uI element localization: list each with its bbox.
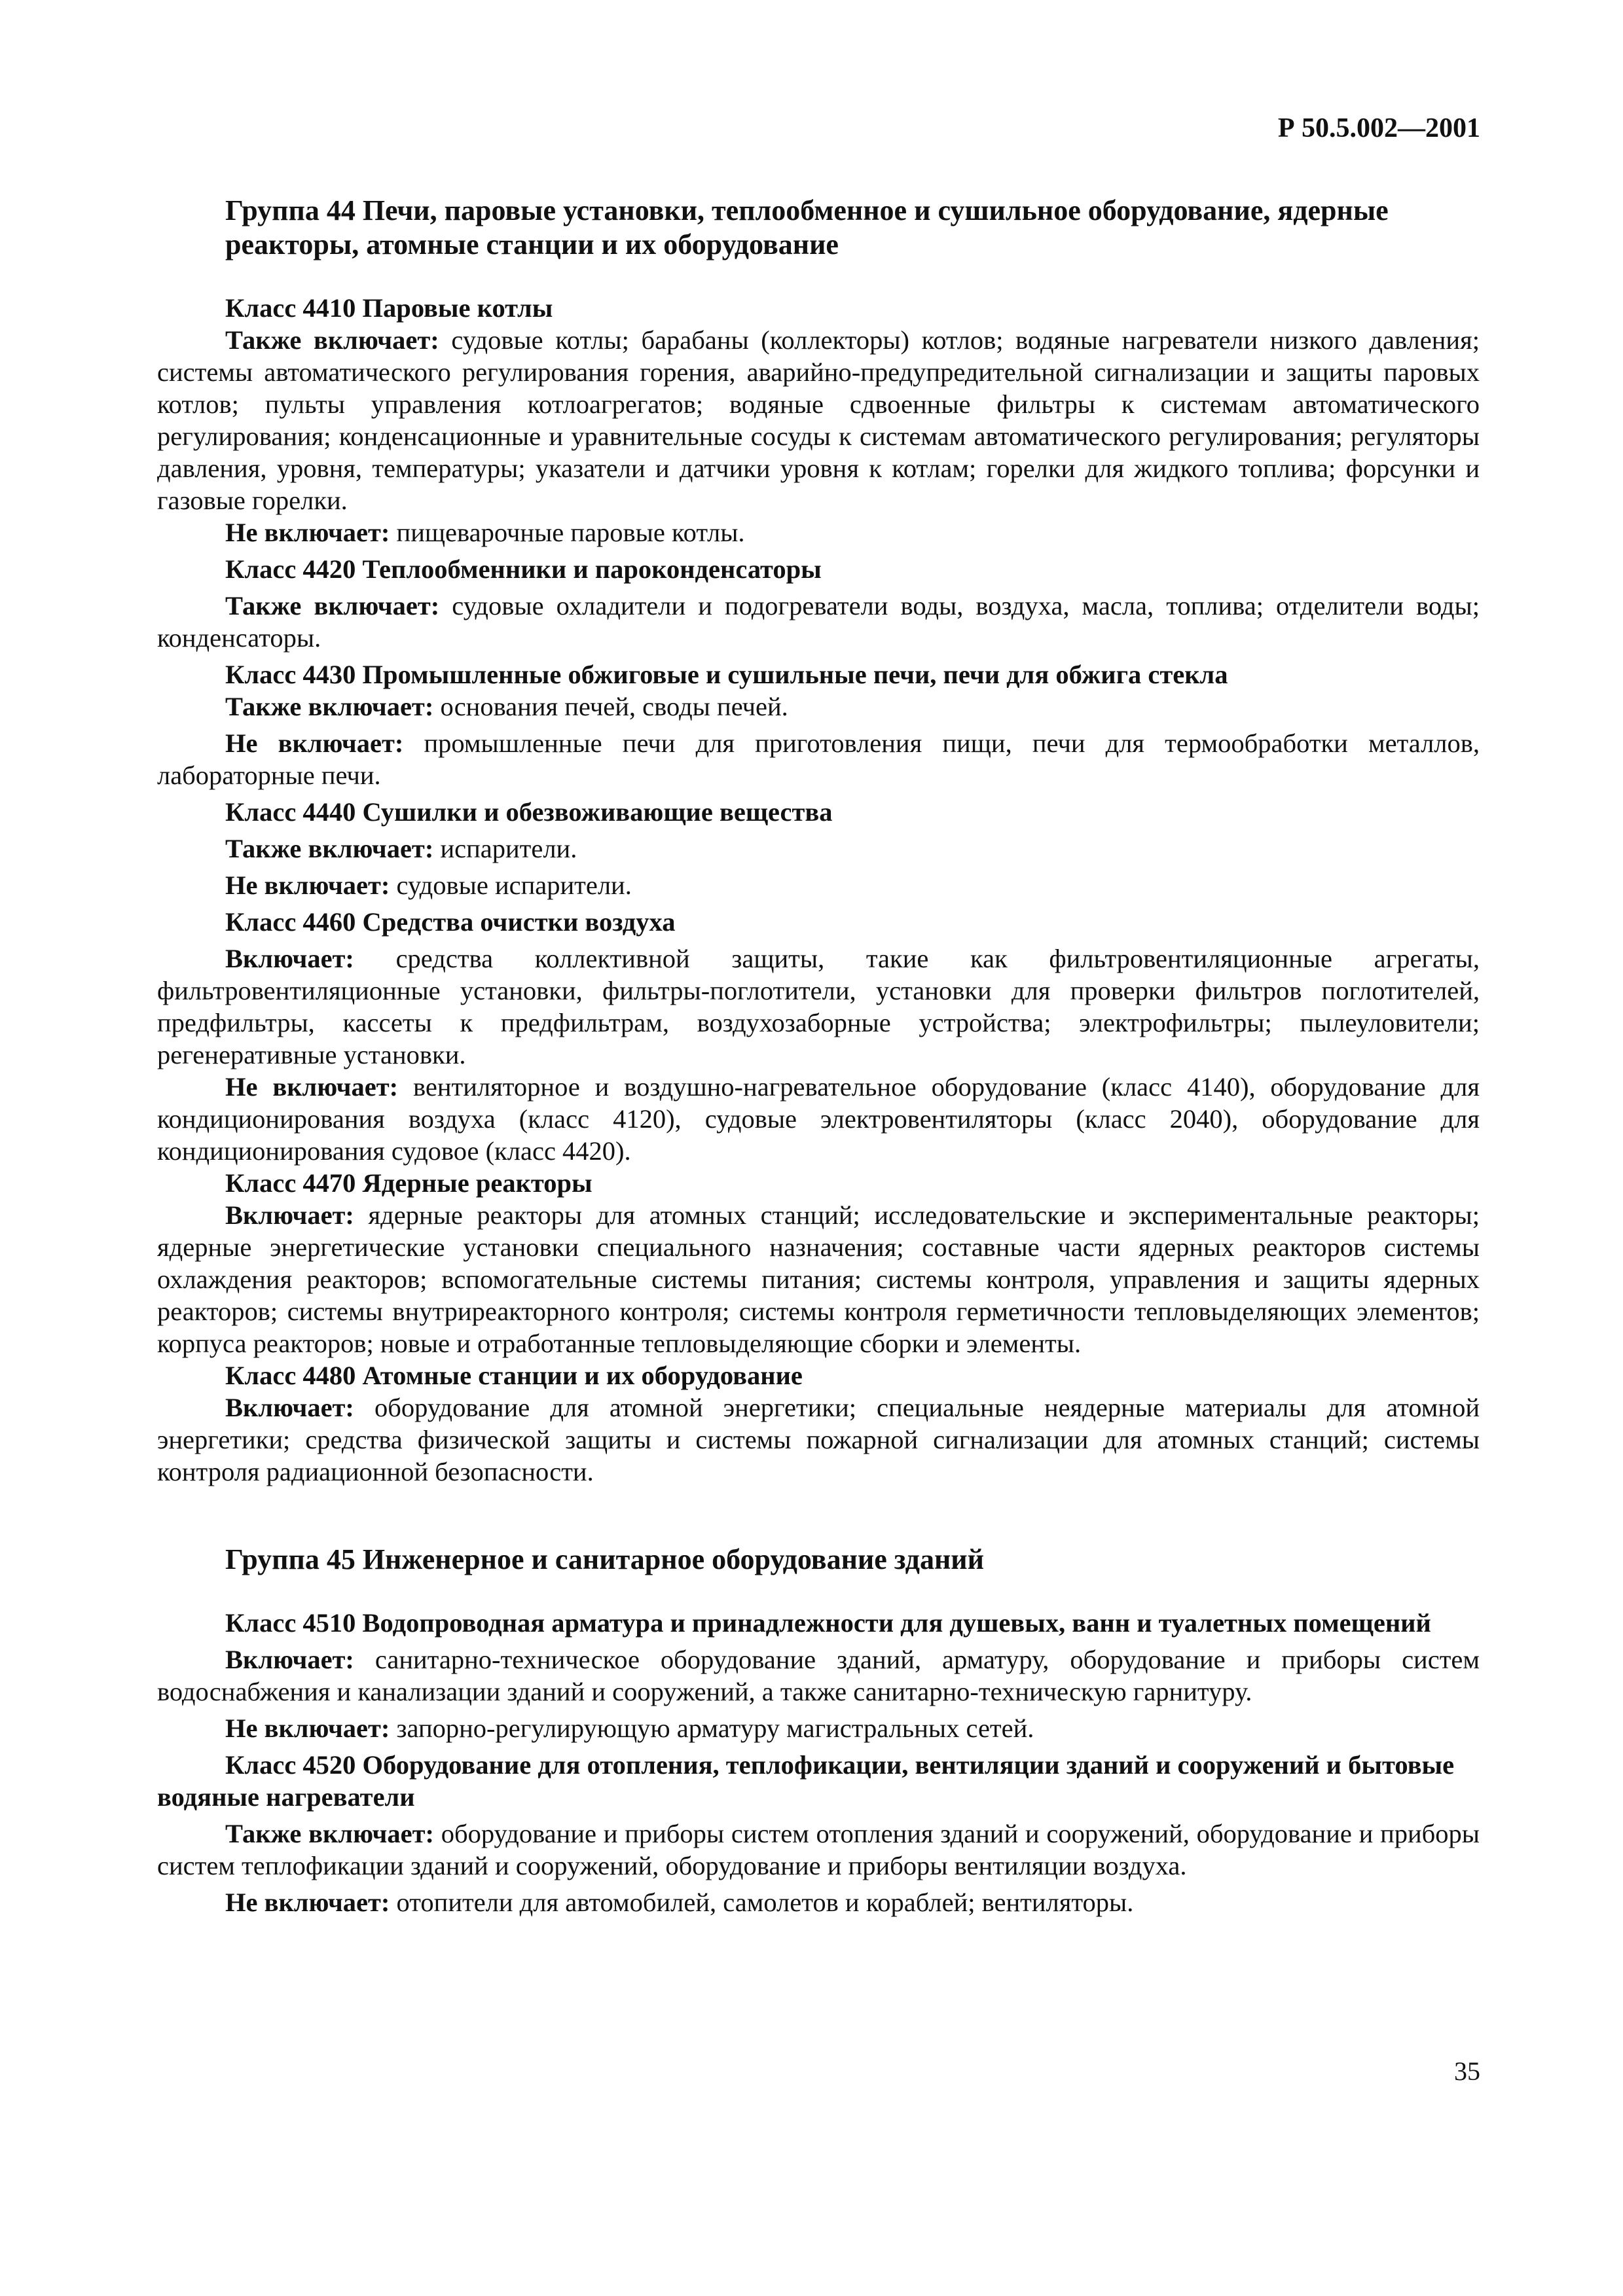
includes-text: оборудование для атомной энергетики; специальные неядерные материалы для атомной энергетики; средства физической защиты и системы пожарной сигнализации для атомных станций; системы контроля радиационной безопасности.	[157, 1393, 1480, 1486]
includes-label: Включает:	[225, 1645, 354, 1674]
includes-text: оборудование и приборы систем отопления зданий и сооружений, оборудование и приборы систем теплофикации зданий и сооружений, оборудование и приборы вентиляции воздуха.	[157, 1819, 1480, 1880]
class-4520-includes	[157, 1818, 1480, 1882]
class-4510-title: Класс 4510 Водопроводная арматура и принадлежности для душевых, ванн и туалетных помещений	[225, 1608, 1431, 1638]
class-4520-title: Класс 4520 Оборудование для отопления, теплофикации, вентиляции зданий и сооружений и бытовые водяные нагреватели	[157, 1750, 1455, 1812]
class-4410-title: Класс 4410 Паровые котлы	[225, 293, 553, 323]
document-code: Р 50.5.002—2001	[1277, 113, 1480, 143]
page-content	[157, 194, 1480, 1918]
includes-text: судовые котлы; барабаны (коллекторы) котлов; водяные нагреватели низкого давления; системы автоматического регулирования горения, аварийно-предупредительной сигнализации и защиты паровых котлов; пульты управления котлоагрегатов; водяные сдвоенные фильтры к системам автоматического регулирования; конденсационные и уравнительные сосуды к системам автоматического регулирования; регуляторы давления, уровня, температуры; указатели и датчики уровня к котлам; горелки для жидкого топлива; форсунки и газовые горелки.	[157, 325, 1480, 515]
includes-label: Включает:	[225, 944, 354, 973]
includes-label: Включает:	[225, 1200, 354, 1230]
class-4430-title: Класс 4430 Промышленные обжиговые и сушильные печи, печи для обжига стекла	[225, 660, 1228, 689]
class-4510-includes	[157, 1643, 1480, 1708]
includes-text: санитарно-техническое оборудование зданий, арматуру, оборудование и приборы систем водоснабжения и канализации зданий и сооружений, а также санитарно-техническую гарнитуру.	[157, 1645, 1480, 1706]
includes-label: Также включает:	[225, 591, 440, 620]
includes-text: средства коллективной защиты, такие как фильтровентиляционные агрегаты, фильтровентиляционные установки, фильтры-поглотители, установки для проверки фильтров поглотителей, предфильтры, кассеты к предфильтрам, воздухозаборные устройства; электрофильтры; пылеуловители; регенеративные установки.	[157, 944, 1480, 1069]
class-4480-title: Класс 4480 Атомные станции и их оборудование	[225, 1361, 803, 1390]
includes-text: испарители.	[433, 834, 577, 863]
includes-label: Включает:	[225, 1393, 354, 1422]
class-4480-includes	[157, 1391, 1480, 1488]
includes-label: Также включает:	[225, 692, 434, 721]
excludes-label: Не включает:	[225, 870, 390, 900]
class-4440-includes	[157, 833, 1480, 865]
class-4510-excludes	[157, 1712, 1480, 1744]
includes-label: Также включает:	[225, 834, 434, 863]
excludes-text: судовые испарители.	[390, 870, 632, 900]
class-4420-title: Класс 4420 Теплообменники и пароконденсаторы	[225, 554, 822, 584]
class-4470-title: Класс 4470 Ядерные реакторы	[225, 1168, 593, 1198]
class-4440-title: Класс 4440 Сушилки и обезвоживающие вещества	[225, 797, 833, 827]
excludes-label: Не включает:	[225, 518, 390, 547]
excludes-label: Не включает:	[225, 1713, 390, 1743]
excludes-text: пищеварочные паровые котлы.	[390, 518, 745, 547]
includes-label: Также включает:	[225, 1819, 434, 1848]
excludes-label: Не включает:	[225, 1072, 399, 1102]
class-4430-includes	[157, 691, 1480, 723]
class-4460-title: Класс 4460 Средства очистки воздуха	[225, 907, 676, 937]
group-44-title: Группа 44 Печи, паровые установки, теплообменное и сушильное оборудование, ядерные реакторы, атомные станции и их оборудование	[225, 194, 1389, 260]
includes-text: ядерные реакторы для атомных станций; исследовательские и экспериментальные реакторы; ядерные энергетические установки специального назначения; составные части ядерных реакторов системы охлаждения реакторов; вспомогательные системы питания; системы контроля, управления и защиты ядерных реакторов; системы внутриреакторного контроля; системы контроля герметичности тепловыделяющих элементов; корпуса реакторов; новые и отработанные тепловыделяющие сборки и элементы.	[157, 1200, 1480, 1358]
includes-text: основания печей, своды печей.	[433, 692, 788, 721]
class-4460-includes	[157, 942, 1480, 1071]
excludes-text: промышленные печи для приготовления пищи, печи для термообработки металлов, лабораторные печи.	[157, 728, 1480, 790]
group-45-title: Группа 45 Инженерное и санитарное оборудование зданий	[225, 1543, 984, 1575]
excludes-text: запорно-регулирующую арматуру магистральных сетей.	[390, 1713, 1034, 1743]
includes-text: судовые охладители и подогреватели воды, воздуха, масла, топлива; отделители воды; конденсаторы.	[157, 591, 1480, 653]
class-4430-excludes	[157, 727, 1480, 791]
page-number: 35	[1454, 2056, 1480, 2086]
excludes-label: Не включает:	[225, 728, 404, 758]
excludes-label: Не включает:	[225, 1888, 390, 1917]
excludes-text: вентиляторное и воздушно-нагревательное оборудование (класс 4140), оборудование для кондиционирования воздуха (класс 4120), судовые электровентиляторы (класс 2040), оборудование для кондиционирования судовое (класс 4420).	[157, 1072, 1480, 1166]
class-4470-includes	[157, 1199, 1480, 1359]
class-4520-excludes	[157, 1886, 1480, 1918]
class-4410-includes	[157, 324, 1480, 516]
class-4460-excludes	[157, 1071, 1480, 1167]
includes-label: Также включает:	[225, 325, 439, 355]
excludes-text: отопители для автомобилей, самолетов и кораблей; вентиляторы.	[390, 1888, 1134, 1917]
class-4410-excludes	[157, 516, 1480, 548]
class-4440-excludes	[157, 869, 1480, 901]
class-4420-includes	[157, 590, 1480, 654]
